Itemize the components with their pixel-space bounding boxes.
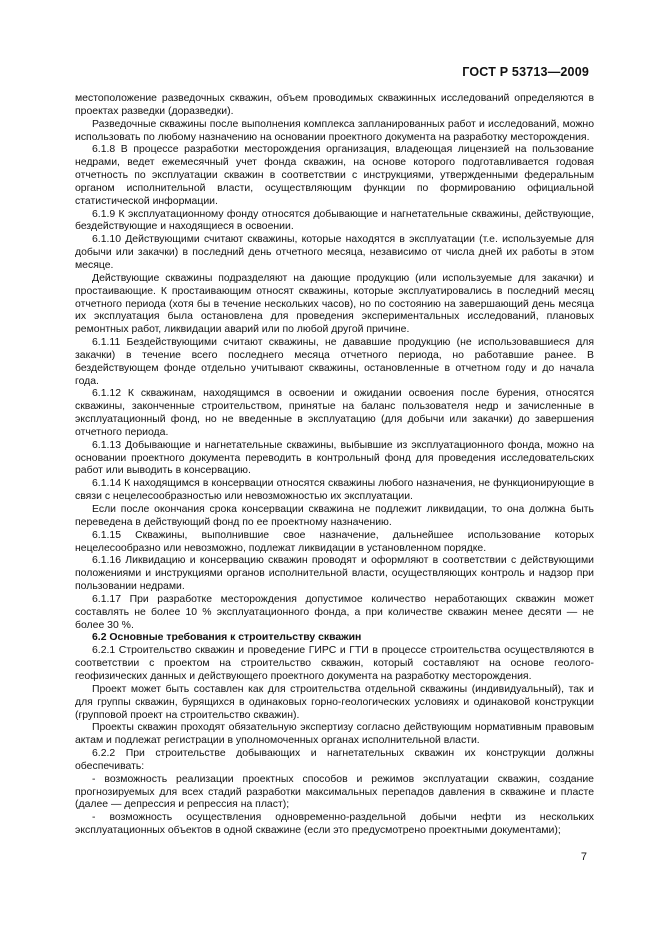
paragraph: 6.1.8 В процессе разработки месторождения организация, владеющая лицензией на пользование недрами, ведет ежемесячный учет фонда скважин, на основе которого подготавливается годовая отчетность по эксплуатации скважин в соответствии с инструкциями, утвержденными федеральным органом исполнительной власти, осуществляющим функции по формированию официальной статистической информации.: [75, 144, 594, 207]
paragraph: Разведочные скважины после выполнения комплекса запланированных работ и исследований, можно использовать по любому назначению на основании проектного документа на разработку месторождения.: [75, 118, 594, 143]
paragraph: 6.1.9 К эксплуатационному фонду относятся добывающие и нагнетательные скважины, действующие, бездействующие и находящиеся в освоении.: [75, 208, 594, 233]
list-item: - возможность осуществления одновременно-раздельной добычи нефти из нескольких эксплуатационных объектов в одной скважине (если это предусмотрено проектными документами);: [75, 812, 594, 837]
paragraph: 6.1.10 Действующими считают скважины, которые находятся в эксплуатации (т.е. используемые для добычи или закачки) в последний день отчетного месяца, независимо от числа дней их работы в этом месяце.: [75, 234, 594, 271]
paragraph: 6.1.17 При разработке месторождения допустимое количество неработающих скважин может составлять не более 10 % эксплуатационного фонда, а при количестве скважин менее десяти — не более 30 %.: [75, 593, 594, 631]
paragraph: 6.1.12 К скважинам, находящимся в освоении и ожидании освоения после бурения, относятся скважины, законченные строительством, принятые на баланс пользователя недр и зачисленные в эксплуатационный фонд, но не введенные в эксплуатацию (для добычи или закачки) до завершения отчетного периода.: [75, 388, 594, 438]
paragraph: Проекты скважин проходят обязательную экспертизу согласно действующим нормативным правовым актам и подлежат регистрации в уполномоченных органах исполнительной власти.: [75, 722, 594, 747]
paragraph: Если после окончания срока консервации скважина не подлежит ликвидации, то она должна быть переведена в действующий фонд по ее проектному назначению.: [75, 504, 594, 528]
paragraph: 6.1.14 К находящимся в консервации относятся скважины любого назначения, не функционирующие в связи с нецелесообразностью или невозможностью их эксплуатации.: [75, 478, 594, 503]
document-body: [75, 93, 594, 838]
paragraph: местоположение разведочных скважин, объем проводимых скважинных исследований определяются в проектах разведки (доразведки).: [75, 93, 594, 117]
paragraph: 6.1.16 Ликвидацию и консервацию скважин проводят и оформляют в соответствии с действующими положениями и инструкциями органов исполнительной власти, осуществляющих контроль и надзор при пользовании недрами.: [75, 555, 594, 593]
paragraph: 6.2.2 При строительстве добывающих и нагнетательных скважин их конструкции должны обеспечивать:: [75, 748, 594, 772]
page-number: 7: [580, 851, 587, 863]
paragraph: 6.1.13 Добывающие и нагнетательные скважины, выбывшие из эксплуатационного фонда, можно на основании проектного документа переводить в контрольный фонд для проведения исследовательских работ или выводить в консервацию.: [75, 439, 594, 477]
paragraph: 6.1.15 Скважины, выполнившие свое назначение, дальнейшее использование которых нецелесообразно или невозможно, подлежат ликвидации в установленном порядке.: [75, 529, 594, 554]
paragraph: 6.1.11 Бездействующими считают скважины, не дававшие продукцию (не использовавшиеся для закачки) в течение всего последнего месяца отчетного периода, но работавшие ранее. В бездействующем фонде отдельно учитывают скважины, остановленные в отчетном году и до начала года.: [75, 337, 594, 387]
list-item: - возможность реализации проектных способов и режимов эксплуатации скважин, создание прогнозируемых для всех стадий разработки максимальных перепадов давления в скважине и пласте (далее — депрессия и репрессия на пласт);: [75, 773, 594, 811]
paragraph: Действующие скважины подразделяют на дающие продукцию (или используемые для закачки) и простаивающие. К простаивающим относят скважины, которые эксплуатировались в последний месяц отчетного периода (хотя бы в течение нескольких часов), но по состоянию на завершающий день месяца их эксплуатация была остановлена для проведения экспериментальных исследований, плановых ремонтных работ, ликвидации аварий или по любой другой причине.: [75, 272, 594, 336]
paragraph: Проект может быть составлен как для строительства отдельной скважины (индивидуальный), так и для группы скважин, бурящихся в одинаковых горно-геологических условиях и одинаковой конструкции (групповой проект на строительство скважин).: [75, 683, 594, 721]
paragraph: 6.2.1 Строительство скважин и проведение ГИРС и ГТИ в процессе строительства осуществляются в соответствии с проектом на строительство скважин, который составляют на основе геолого-геофизических данных и действующего проектного документа на разработку месторождения.: [75, 645, 594, 682]
section-heading: 6.2 Основные требования к строительству скважин: [92, 632, 362, 644]
document-id-header: ГОСТ Р 53713—2009: [462, 65, 589, 79]
